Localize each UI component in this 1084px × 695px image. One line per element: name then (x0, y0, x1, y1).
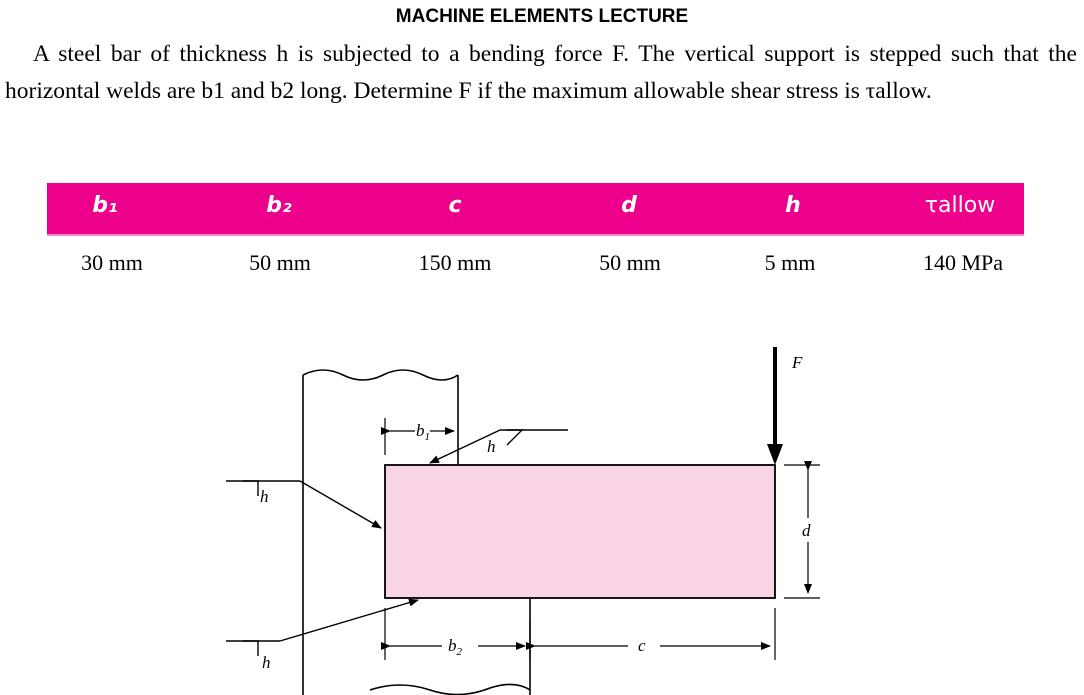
value-h: 5 mm (764, 250, 816, 275)
top-weld-h-label: h (487, 437, 496, 456)
header-c: c (448, 193, 462, 218)
value-tau-allow: 140 MPa (922, 250, 1004, 275)
bottom-dimensions (385, 608, 775, 660)
d-label: d (802, 521, 811, 540)
c-label: c (638, 636, 646, 655)
value-d: 50 mm (599, 250, 661, 275)
b1-letter: b (416, 421, 425, 440)
header-d: d (621, 193, 637, 218)
left-lower-h-label: h (262, 653, 271, 672)
value-b2: 50 mm (249, 250, 311, 275)
b1-label (416, 421, 430, 443)
b2-label (448, 636, 463, 658)
value-c: 150 mm (418, 250, 492, 275)
steel-bar (385, 465, 775, 598)
problem-statement: A steel bar of thickness h is subjected to a bending force F. The vertical support is stepped such that the horizontal welds are b1 and b2 long. Determine F if the maximum allowable shear stress is τallow. (5, 41, 1077, 104)
left-lower-weld-symbol (226, 600, 418, 656)
value-b1: 30 mm (81, 250, 143, 275)
left-upper-h-label: h (260, 487, 269, 506)
header-tau-allow: τallow (924, 193, 996, 218)
lecture-title: MACHINE ELEMENTS LECTURE (395, 6, 689, 27)
b1-subscript: 1 (424, 431, 430, 443)
top-weld-symbol (430, 430, 568, 463)
b2-subscript: 2 (456, 646, 462, 658)
force-label: F (792, 353, 803, 372)
header-b1: b₁ (92, 193, 118, 218)
b2-letter: b (448, 636, 457, 655)
header-h: h (785, 193, 801, 218)
force-arrow (767, 347, 783, 465)
header-b2: b₂ (266, 193, 292, 218)
